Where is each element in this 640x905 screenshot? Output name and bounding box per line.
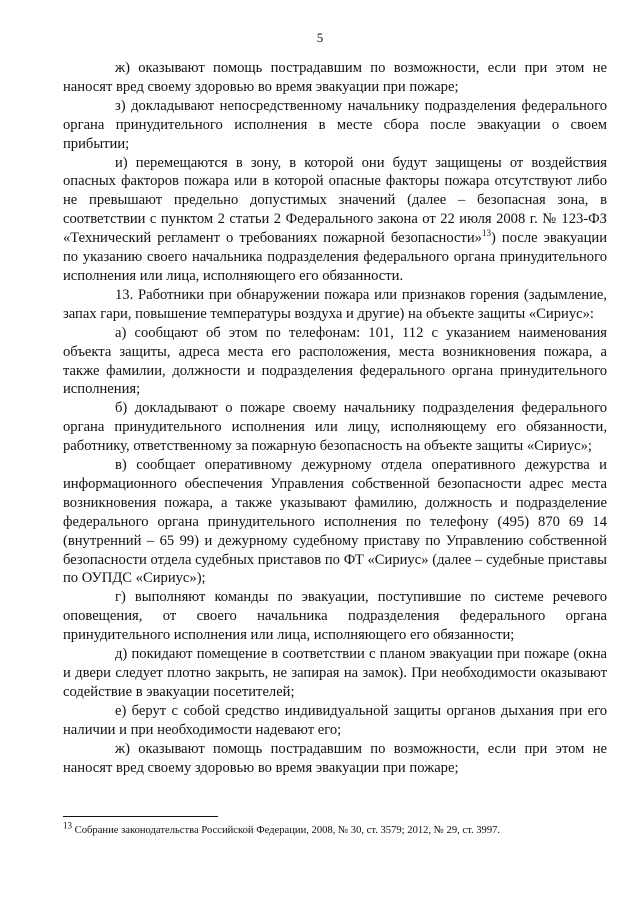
footnote-reference: 13 [481,228,491,239]
paragraph-a: а) сообщают об этом по телефонам: 101, 112 с указанием наименования объекта защиты, адреса места его расположения, места возникновения пожара, а также фамилии, должности и подразделения федерального органа принудительного исполнения; [63,324,607,398]
paragraph-i-text-before: и) перемещаются в зону, в которой они будут защищены от воздействия опасных факторов пожара или в которой опасные факторы пожара отсутствуют либо не превышают предельно допустимых значений (далее – безопасная зона, в соответствии с пунктом 2 статьи 2 Федерального закона от 22 июля 2008 г. № 123-ФЗ «Технический регламент о требованиях пожарной безопасности» [63,154,607,247]
footnote-text: Собрание законодательства Российской Федерации, 2008, № 30, ст. 3579; 2012, № 29, ст. 3997. [72,825,501,836]
paragraph-z: з) докладывают непосредственному начальнику подразделения федерального органа принудительного исполнения в месте сбора после эвакуации о своем прибытии; [63,97,607,152]
paragraph-b: б) докладывают о пожаре своему начальнику подразделения федерального органа принудительного исполнения или лицу, исполняющему его обязанности, работнику, ответственному за пожарную безопасность на объекте защиты «Сириус»; [63,400,607,455]
paragraph-13: 13. Работники при обнаружении пожара или признаков горения (задымление, запах гари, повышение температуры воздуха и другие) на объекте защиты «Сириус»: [63,286,607,322]
page-number: 5 [316,30,324,45]
document-body [63,59,607,777]
paragraph-zh-second: ж) оказывают помощь пострадавшим по возможности, если при этом не наносят вред своему здоровью во время эвакуации при пожаре; [63,740,607,776]
paragraph-g: г) выполняют команды по эвакуации, поступившие по системе речевого оповещения, от своего начальника подразделения федерального органа принудительного исполнения или лица, исполняющего его обязанности; [63,589,607,644]
footnote-marker: 13 [63,820,72,831]
paragraph-v: в) сообщает оперативному дежурному отдела оперативного дежурства и информационного обеспечения Управления собственной безопасности адрес места возникновения пожара, а также указывают фамилию, должность и подразделение федерального органа принудительного исполнения по телефону (495) 870 69 14 (внутренний – 65 99) и дежурному судебному приставу по Управлению собственной безопасности отдела судебных приставов по ФТ «Сириус» (далее – судебные приставы по ОУПДС «Сириус»); [63,457,607,587]
footnote-divider [63,816,218,817]
footnote [63,820,607,837]
paragraph-e: е) берут с собой средство индивидуальной защиты органов дыхания при его наличии и при необходимости надевают его; [63,702,607,738]
paragraph-zh-first: ж) оказывают помощь пострадавшим по возможности, если при этом не наносят вред своему здоровью во время эвакуации при пожаре; [63,60,607,95]
paragraph-i-text-after: ) после эвакуации по указанию своего начальника подразделения федерального органа принудительного исполнения или лица, исполняющего его обязанности. [63,230,607,284]
paragraph-d: д) покидают помещение в соответствии с планом эвакуации при пожаре (окна и двери следует плотно закрыть, не запирая на замок). При необходимости оказывают содействие в эвакуации посетителей; [63,646,607,700]
paragraph-i [63,154,607,286]
